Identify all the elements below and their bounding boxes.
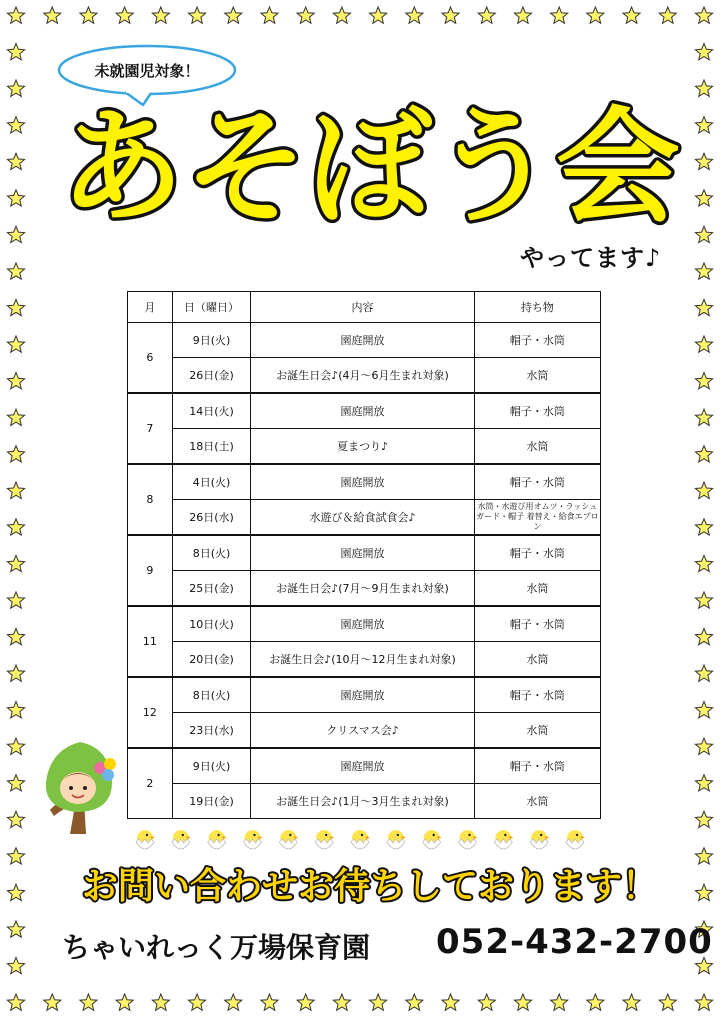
star-icon [695, 738, 712, 754]
star-icon [7, 921, 24, 937]
items-cell: 帽子・水筒 [474, 748, 600, 784]
month-cell: 8 [128, 464, 173, 535]
star-icon [695, 519, 712, 535]
month-cell: 7 [128, 393, 173, 464]
table-row [128, 642, 601, 678]
items-cell: 水筒 [474, 429, 600, 465]
content-cell: お誕生日会♪(4月～6月生まれ対象) [251, 358, 474, 394]
star-icon [695, 44, 712, 60]
chick-icon [208, 830, 227, 849]
star-icon [587, 994, 604, 1010]
star-icon [7, 555, 24, 571]
star-icon [695, 811, 712, 827]
star-icon [7, 153, 24, 169]
items-cell: 帽子・水筒 [474, 393, 600, 429]
star-icon [7, 994, 24, 1010]
content-cell: 園庭開放 [251, 748, 474, 784]
star-icon [587, 7, 604, 23]
chick-icon [566, 830, 585, 849]
star-icon [297, 994, 314, 1010]
star-icon [80, 994, 97, 1010]
tree-mascot-icon [40, 738, 122, 836]
star-icon [406, 7, 423, 23]
star-icon [7, 263, 24, 279]
star-icon [7, 628, 24, 644]
day-cell: 19日(金) [172, 784, 251, 819]
items-cell: 帽子・水筒 [474, 606, 600, 642]
star-icon [695, 336, 712, 352]
star-icon [261, 7, 278, 23]
star-icon [623, 994, 640, 1010]
chick-icon [459, 830, 478, 849]
content-cell: お誕生日会♪(1月～3月生まれ対象) [251, 784, 474, 819]
star-icon [44, 994, 61, 1010]
star-icon [551, 994, 568, 1010]
table-row [128, 784, 601, 819]
chick-icon [315, 830, 334, 849]
star-icon [370, 7, 387, 23]
star-icon [695, 373, 712, 389]
star-icon [225, 7, 242, 23]
star-icon [44, 7, 61, 23]
star-icon [370, 994, 387, 1010]
content-cell: お誕生日会♪(10月～12月生まれ対象) [251, 642, 474, 678]
subtitle: やってます♪ [520, 244, 662, 272]
content-cell: 園庭開放 [251, 677, 474, 713]
star-icon [695, 7, 712, 23]
star-icon [189, 7, 206, 23]
svg-text:あそぼう会: あそぼう会 [59, 96, 681, 240]
star-icon [116, 7, 133, 23]
table-row [128, 748, 601, 784]
star-icon [695, 263, 712, 279]
chick-icon [279, 830, 298, 849]
star-icon [7, 738, 24, 754]
star-icon [189, 994, 206, 1010]
star-icon [80, 7, 97, 23]
day-cell: 14日(火) [172, 393, 251, 429]
star-icon [514, 7, 531, 23]
table-row [128, 571, 601, 607]
star-icon [695, 446, 712, 462]
table-row [128, 713, 601, 749]
day-cell: 8日(火) [172, 677, 251, 713]
star-icon [695, 884, 712, 900]
page-title [40, 90, 700, 250]
star-icon [695, 628, 712, 644]
items-cell: 水筒・水遊び用オムツ・ラッシュガード・帽子 着替え・給食エプロン [474, 500, 600, 536]
items-cell: 帽子・水筒 [474, 535, 600, 571]
nursery-name: ちゃいれっく万場保育園 [62, 931, 371, 964]
header-day: 日（曜日） [172, 292, 251, 323]
star-icon [7, 299, 24, 315]
content-cell: 水遊び＆給食試食会♪ [251, 500, 474, 536]
star-icon [333, 7, 350, 23]
day-cell: 18日(土) [172, 429, 251, 465]
star-icon [7, 117, 24, 133]
star-icon [7, 957, 24, 973]
inquiry-message [60, 858, 680, 908]
star-icon [695, 482, 712, 498]
star-icon [261, 994, 278, 1010]
star-icon [7, 80, 24, 96]
phone-number: 052-432-2700 [436, 922, 713, 962]
star-icon [7, 409, 24, 425]
table-row [128, 677, 601, 713]
table-row [128, 358, 601, 394]
day-cell: 10日(火) [172, 606, 251, 642]
content-cell: お誕生日会♪(7月～9月生まれ対象) [251, 571, 474, 607]
star-icon [442, 7, 459, 23]
star-icon [659, 7, 676, 23]
star-icon [695, 994, 712, 1010]
star-icon [695, 592, 712, 608]
star-icon [225, 994, 242, 1010]
star-icon [659, 994, 676, 1010]
day-cell: 20日(金) [172, 642, 251, 678]
items-cell: 帽子・水筒 [474, 323, 600, 358]
star-icon [695, 409, 712, 425]
star-icon [7, 519, 24, 535]
chick-icon [172, 830, 191, 849]
star-icon [551, 7, 568, 23]
star-icon [7, 373, 24, 389]
table-row [128, 429, 601, 465]
star-icon [7, 482, 24, 498]
day-cell: 8日(火) [172, 535, 251, 571]
content-cell: 園庭開放 [251, 323, 474, 358]
star-icon [406, 994, 423, 1010]
items-cell: 水筒 [474, 642, 600, 678]
items-cell: 水筒 [474, 571, 600, 607]
table-row [128, 535, 601, 571]
month-cell: 11 [128, 606, 173, 677]
star-icon [695, 665, 712, 681]
table-row [128, 500, 601, 536]
star-icon [7, 811, 24, 827]
star-icon [333, 994, 350, 1010]
star-icon [695, 299, 712, 315]
content-cell: 園庭開放 [251, 464, 474, 500]
star-icon [116, 994, 133, 1010]
chick-icon [530, 830, 549, 849]
content-cell: 園庭開放 [251, 393, 474, 429]
star-icon [7, 592, 24, 608]
star-icon [695, 555, 712, 571]
day-cell: 9日(火) [172, 323, 251, 358]
target-audience-label: 未就園児対象！ [94, 62, 200, 80]
header-items: 持ち物 [474, 292, 600, 323]
items-cell: 水筒 [474, 784, 600, 819]
header-month: 月 [128, 292, 173, 323]
table-header-row [128, 292, 601, 323]
star-icon [7, 226, 24, 242]
star-icon [7, 848, 24, 864]
month-cell: 9 [128, 535, 173, 606]
star-icon [7, 44, 24, 60]
day-cell: 26日(金) [172, 358, 251, 394]
chick-icon [494, 830, 513, 849]
star-icon [695, 702, 712, 718]
chick-icon [244, 830, 263, 849]
header-content: 内容 [251, 292, 474, 323]
day-cell: 25日(金) [172, 571, 251, 607]
chick-icon [351, 830, 370, 849]
star-icon [7, 775, 24, 791]
table-row [128, 606, 601, 642]
content-cell: 夏まつり♪ [251, 429, 474, 465]
month-cell: 2 [128, 748, 173, 819]
star-icon [152, 994, 169, 1010]
star-icon [442, 994, 459, 1010]
star-icon [7, 702, 24, 718]
svg-text:お問い合わせお待ちしております！: お問い合わせお待ちしております！ [81, 866, 659, 907]
content-cell: クリスマス会♪ [251, 713, 474, 749]
month-cell: 12 [128, 677, 173, 748]
star-icon [7, 336, 24, 352]
day-cell: 9日(火) [172, 748, 251, 784]
star-icon [7, 665, 24, 681]
chick-icon [387, 830, 406, 849]
star-icon [7, 884, 24, 900]
day-cell: 26日(水) [172, 500, 251, 536]
star-icon [695, 848, 712, 864]
star-icon [297, 7, 314, 23]
star-icon [623, 7, 640, 23]
items-cell: 水筒 [474, 358, 600, 394]
day-cell: 4日(火) [172, 464, 251, 500]
chick-icon [136, 830, 155, 849]
schedule-table [127, 291, 601, 819]
chick-icon [423, 830, 442, 849]
star-icon [478, 994, 495, 1010]
day-cell: 23日(水) [172, 713, 251, 749]
month-cell: 6 [128, 323, 173, 394]
content-cell: 園庭開放 [251, 535, 474, 571]
star-icon [514, 994, 531, 1010]
star-icon [695, 775, 712, 791]
table-row [128, 323, 601, 358]
star-icon [478, 7, 495, 23]
items-cell: 帽子・水筒 [474, 464, 600, 500]
star-icon [7, 7, 24, 23]
content-cell: 園庭開放 [251, 606, 474, 642]
table-row [128, 464, 601, 500]
table-row [128, 393, 601, 429]
star-icon [7, 190, 24, 206]
chick-row [130, 826, 590, 852]
items-cell: 帽子・水筒 [474, 677, 600, 713]
items-cell: 水筒 [474, 713, 600, 749]
star-icon [7, 446, 24, 462]
star-icon [152, 7, 169, 23]
